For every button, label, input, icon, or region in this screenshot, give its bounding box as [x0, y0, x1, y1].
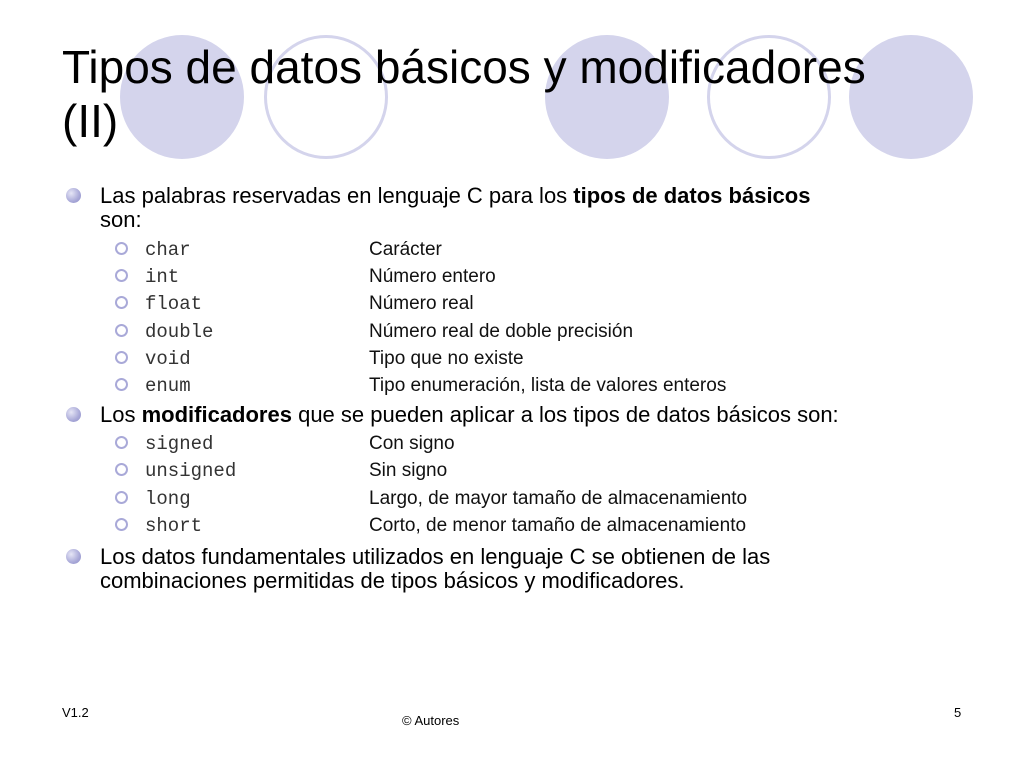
footer-page-number: 5: [954, 705, 962, 720]
slide-title-line1: Tipos de datos básicos y modificadores: [62, 41, 866, 93]
modifier-description: Corto, de menor tamaño de almacenamiento: [369, 515, 747, 536]
list-item: [145, 238, 845, 265]
modifier-description: Sin signo: [369, 460, 448, 481]
type-keyword: void: [145, 348, 191, 370]
type-keyword: double: [145, 321, 214, 343]
bullet-reserved-words: [100, 184, 980, 232]
type-description: Tipo enumeración, lista de valores enteros: [369, 375, 727, 396]
bullet-text-continued: son:: [100, 207, 142, 232]
bullet-icon: [66, 188, 81, 203]
bullet-text-continued: combinaciones permitidas de tipos básicos y modificadores.: [100, 568, 685, 593]
list-item: [145, 514, 845, 541]
slide-title-line2: (II): [62, 95, 119, 147]
circle-bullet-icon: [115, 351, 128, 364]
type-keyword: int: [145, 266, 180, 288]
circle-bullet-icon: [115, 436, 128, 449]
modifier-description: Largo, de mayor tamaño de almacenamiento: [369, 488, 748, 509]
circle-bullet-icon: [115, 269, 128, 282]
type-keyword: char: [145, 239, 191, 261]
list-item: [145, 347, 845, 374]
circle-bullet-icon: [115, 242, 128, 255]
modifier-keyword: short: [145, 515, 203, 537]
list-item: [145, 265, 845, 292]
bullet-bold-text: modificadores: [141, 402, 292, 427]
footer-authors: © Autores: [402, 713, 460, 728]
list-item: [145, 459, 845, 486]
modifier-keyword: signed: [145, 433, 214, 455]
type-keyword: float: [145, 293, 203, 315]
list-item: [145, 487, 845, 514]
type-description: Número real de doble precisión: [369, 321, 634, 342]
type-description: Tipo que no existe: [369, 348, 524, 369]
type-keyword: enum: [145, 375, 191, 397]
circle-bullet-icon: [115, 324, 128, 337]
type-description: Número real: [369, 293, 474, 314]
bullet-text: Las palabras reservadas en lenguaje C para los: [100, 183, 574, 208]
type-description: Carácter: [369, 239, 442, 260]
bullet-modifiers: [100, 403, 980, 427]
list-item: [145, 374, 845, 401]
list-item: [145, 432, 845, 459]
bullet-text: Los datos fundamentales utilizados en lenguaje C se obtienen de las: [100, 544, 771, 569]
circle-bullet-icon: [115, 463, 128, 476]
list-item: [145, 292, 845, 319]
bullet-icon: [66, 549, 81, 564]
bullet-text: Los: [100, 402, 142, 427]
circle-bullet-icon: [115, 518, 128, 531]
modifier-keyword: unsigned: [145, 460, 237, 482]
modifier-keyword: long: [145, 488, 191, 510]
bullet-icon: [66, 407, 81, 422]
modifier-description: Con signo: [369, 433, 455, 454]
circle-bullet-icon: [115, 378, 128, 391]
bullet-fundamental-data: [100, 545, 980, 593]
bullet-text-continued: que se pueden aplicar a los tipos de datos básicos son:: [291, 402, 839, 427]
slide-title: [62, 40, 962, 148]
type-description: Número entero: [369, 266, 496, 287]
bullet-bold-text: tipos de datos básicos: [573, 183, 811, 208]
footer-version: V1.2: [62, 705, 89, 720]
list-item: [145, 320, 845, 347]
circle-bullet-icon: [115, 491, 128, 504]
circle-bullet-icon: [115, 296, 128, 309]
